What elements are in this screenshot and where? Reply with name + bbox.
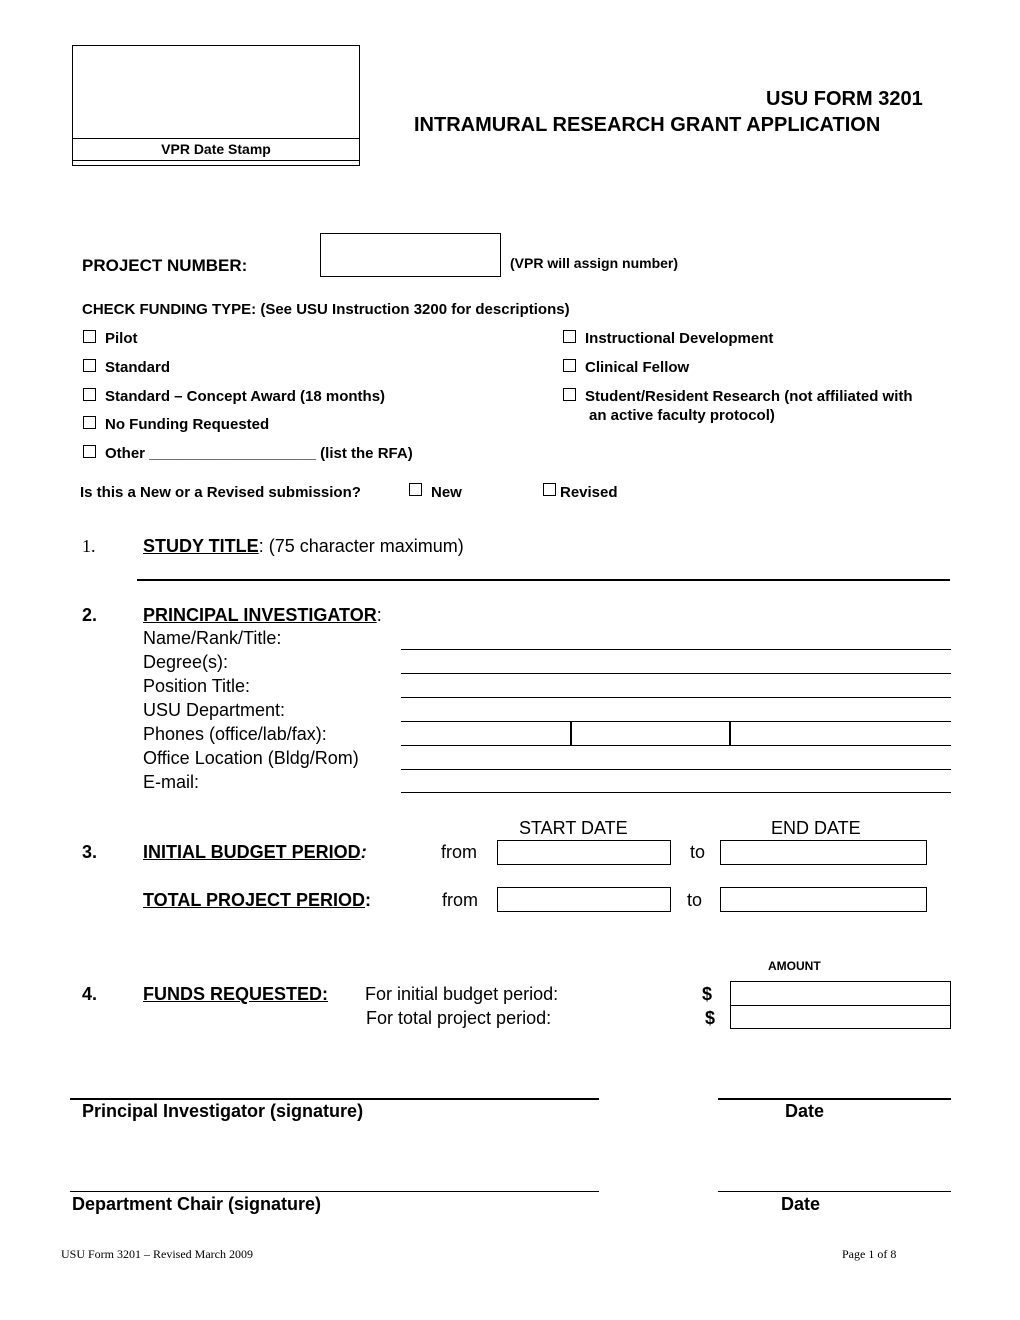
stamp-divider-bottom [72,160,360,161]
initial-to-label: to [690,842,706,862]
total-project-heading [143,890,371,911]
footer-page-number: Page 1 of 8 [842,1247,897,1261]
pi-department-label: USU Department: [143,700,286,720]
total-start-date-field[interactable] [497,887,671,912]
project-number-field[interactable] [320,233,501,277]
pi-heading [143,605,382,626]
end-date-header: END DATE [771,818,861,838]
pi-signature-label: Principal Investigator (signature) [82,1101,364,1121]
initial-start-date-field[interactable] [497,840,671,865]
pi-date-label: Date [785,1101,825,1121]
revised-checkbox[interactable] [543,483,556,496]
pilot-checkbox[interactable] [83,330,96,343]
section-2-number: 2. [82,605,98,625]
funding-heading: CHECK FUNDING TYPE: (See USU Instruction 3200 for descriptions) [82,301,570,318]
pi-phones-label: Phones (office/lab/fax): [143,724,327,744]
pi-position-line[interactable] [401,697,951,698]
chair-date-line[interactable] [718,1191,951,1192]
pi-heading-label: PRINCIPAL INVESTIGATOR [143,605,377,625]
pi-degree-line[interactable] [401,673,951,674]
amount-header: AMOUNT [768,959,821,973]
revised-label: Revised [560,484,618,501]
no-funding-label: No Funding Requested [105,416,270,433]
section-3-number: 3. [82,842,98,862]
study-title-label: STUDY TITLE [143,536,259,556]
clinical-fellow-checkbox[interactable] [563,359,576,372]
chair-signature-line[interactable] [70,1191,599,1192]
study-title-line[interactable] [137,579,950,581]
funds-initial-label: For initial budget period: [365,984,559,1004]
study-title-colon: : [258,536,264,556]
form-number: USU FORM 3201 [766,88,923,110]
stamp-divider-top [72,138,360,139]
chair-signature-label: Department Chair (signature) [72,1194,322,1214]
pi-phone-divider-2 [729,721,731,745]
initial-from-label: from [441,842,477,862]
funds-requested-label: FUNDS REQUESTED: [143,984,329,1004]
pi-heading-colon: : [376,605,382,625]
funds-initial-dollar: $ [702,984,713,1004]
new-checkbox[interactable] [409,483,422,496]
pi-email-line[interactable] [401,792,951,793]
study-title-note: (75 character maximum) [263,536,464,556]
funds-total-amount-field[interactable] [730,1005,951,1029]
pilot-label: Pilot [105,330,138,347]
submission-question: Is this a New or a Revised submission? [80,484,361,501]
pi-name-label: Name/Rank/Title: [143,628,282,648]
pi-signature-line[interactable] [70,1098,599,1100]
pi-office-label: Office Location (Bldg/Rom) [143,748,359,768]
section-4-number: 4. [82,984,98,1004]
pi-department-line[interactable] [401,721,951,722]
standard-label: Standard [105,359,171,376]
instructional-development-checkbox[interactable] [563,330,576,343]
pi-phone-divider-1 [570,721,572,745]
concept-award-checkbox[interactable] [83,388,96,401]
section-1-number: 1. [82,536,96,556]
study-title-heading [143,536,464,557]
pi-office-line[interactable] [401,769,951,770]
footer-form-revision: USU Form 3201 – Revised March 2009 [61,1247,253,1261]
initial-budget-heading [143,842,367,863]
instructional-development-label: Instructional Development [585,330,774,347]
no-funding-checkbox[interactable] [83,416,96,429]
student-resident-label-line1: Student/Resident Research (not affiliated with [585,388,913,405]
total-to-label: to [687,890,703,910]
clinical-fellow-label: Clinical Fellow [585,359,690,376]
project-number-note: (VPR will assign number) [510,255,679,271]
pi-position-label: Position Title: [143,676,251,696]
initial-budget-label: INITIAL BUDGET PERIOD [143,842,361,862]
vpr-date-stamp-label: VPR Date Stamp [161,141,271,157]
concept-award-label: Standard – Concept Award (18 months) [105,388,386,405]
other-label: Other ____________________ (list the RFA) [105,445,413,462]
student-resident-label-line2: an active faculty protocol) [589,407,775,424]
funds-initial-amount-field[interactable] [730,981,951,1006]
total-project-label: TOTAL PROJECT PERIOD [143,890,366,910]
pi-email-label: E-mail: [143,772,200,792]
funds-total-label: For total project period: [366,1008,552,1028]
new-label: New [431,484,462,501]
student-resident-checkbox[interactable] [563,388,576,401]
start-date-header: START DATE [519,818,628,838]
total-from-label: from [442,890,478,910]
standard-checkbox[interactable] [83,359,96,372]
pi-degree-label: Degree(s): [143,652,229,672]
form-title: INTRAMURAL RESEARCH GRANT APPLICATION [414,114,881,136]
project-number-label: PROJECT NUMBER: [82,256,248,275]
other-checkbox[interactable] [83,445,96,458]
funds-total-dollar: $ [705,1008,716,1028]
total-end-date-field[interactable] [720,887,927,912]
pi-date-line[interactable] [718,1098,951,1100]
initial-budget-colon: : [360,842,367,862]
total-project-colon: : [365,890,372,910]
pi-name-line[interactable] [401,649,951,650]
chair-date-label: Date [781,1194,821,1214]
pi-phones-line[interactable] [401,745,951,746]
initial-end-date-field[interactable] [720,840,927,865]
